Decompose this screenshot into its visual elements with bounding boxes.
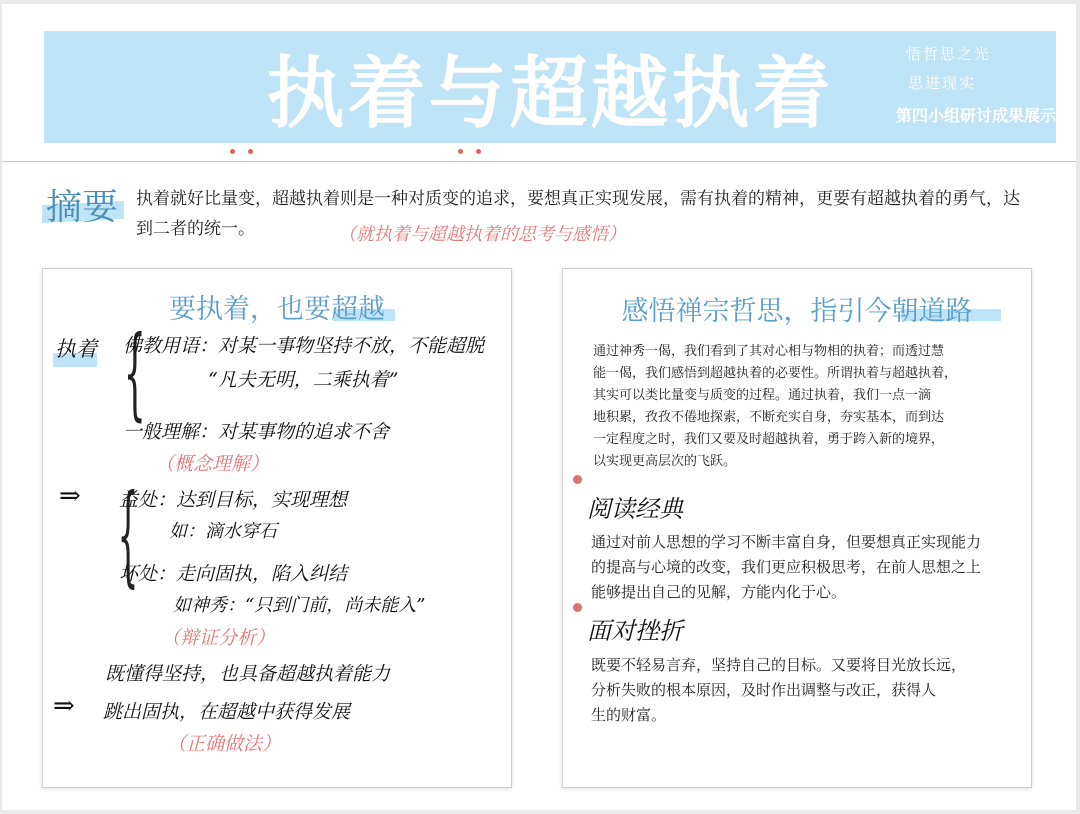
definition-general: 一般理解：对某事物的追求不舍 <box>123 421 390 443</box>
classics-line: 能够提出自己的见解，方能内化于心。 <box>591 583 847 601</box>
right-panel-title: 感悟禅宗哲思，指引今朝道路 <box>621 296 973 327</box>
setbacks-paragraph <box>591 653 966 728</box>
drawback-text: 坏处：走向固执，陷入纠结 <box>119 563 348 585</box>
banner-side-line-1: 悟哲思之光 <box>906 45 992 63</box>
left-panel-title: 要执着，也要超越 <box>169 294 385 325</box>
brace-icon: { <box>123 314 146 431</box>
header-divider <box>2 161 1076 162</box>
setbacks-line: 分析失败的根本原因，及时作出调整与改正，获得人 <box>591 681 937 699</box>
emphasis-dot <box>476 149 481 154</box>
intro-line: 以实现更高层次的飞跃。 <box>593 454 737 469</box>
classics-line: 通过对前人思想的学习不断丰富自身，但要想真正实现能力 <box>591 533 982 551</box>
intro-line: 地积累，孜孜不倦地探索，不断充实自身，夯实基本，而到达 <box>593 410 945 425</box>
right-panel <box>562 268 1032 788</box>
intro-line: 能一偈，我们感悟到超越执着的必要性。所谓执着与超越执着， <box>593 366 958 381</box>
classics-paragraph <box>591 530 981 605</box>
left-panel <box>42 268 512 788</box>
banner-side-caption <box>896 39 1056 126</box>
abstract-text: 执着就好比量变，超越执着则是一种对质变的追求，要想真正实现发展，需有执着的精神，更要有超越执着的勇气，达到二者的统一。 <box>136 189 1020 239</box>
section-tag-method: （正确做法） <box>167 733 282 755</box>
emphasis-dot <box>248 149 253 154</box>
setbacks-line: 既要不轻易言弃，坚持自己的目标。又要将目光放长远， <box>591 656 967 674</box>
bullet-dot <box>573 603 582 612</box>
conclusion-line-1: 既懂得坚持，也具备超越执着能力 <box>105 663 391 685</box>
page <box>2 4 1076 810</box>
emphasis-dots <box>44 149 1056 159</box>
benefit-example: 如：滴水穿石 <box>169 521 277 542</box>
intro-line: 一定程度之时，我们又要及时超越执着，勇于跨入新的境界， <box>593 432 945 447</box>
emphasis-dot <box>458 149 463 154</box>
classics-line: 的提高与心境的改变，我们更应积极思考，在前人思想之上 <box>591 558 982 576</box>
drawback-example: 如神秀：“只到门前，尚未能入” <box>173 595 426 616</box>
intro-paragraph <box>593 341 957 473</box>
term-label: 执着 <box>55 337 97 361</box>
abstract-tag <box>42 179 132 228</box>
arrow-icon: ⇒ <box>59 481 81 511</box>
abstract-label: 摘要 <box>46 187 119 228</box>
header-banner <box>44 31 1056 143</box>
banner-side-line-3: 第四小组研讨成果展示 <box>896 106 1057 125</box>
arrow-icon: ⇒ <box>53 691 75 721</box>
section-heading-setbacks: 面对挫折 <box>587 617 683 645</box>
section-tag-analysis: （辩证分析） <box>161 627 276 649</box>
abstract-note: （就执着与超越执着的思考与感悟） <box>338 224 626 245</box>
intro-line: 通过神秀一偈，我们看到了其对心相与物相的执着；而透过慧 <box>593 344 945 359</box>
bullet-dot <box>573 475 582 484</box>
brace-icon: { <box>117 470 139 598</box>
intro-line: 其实可以类比量变与质变的过程。通过执着，我们一点一滴 <box>593 388 932 403</box>
emphasis-dot <box>230 149 235 154</box>
section-heading-classics: 阅读经典 <box>587 495 683 523</box>
conclusion-line-2: 跳出固执，在超越中获得发展 <box>103 701 351 723</box>
page-title: 执着与超越执着 <box>266 49 834 139</box>
section-tag-concept: （概念理解） <box>155 453 270 475</box>
definition-buddhist: 佛教用语：对某一事物坚持不放，不能超脱 <box>123 335 485 357</box>
setbacks-line: 生的财富。 <box>591 706 667 724</box>
definition-quote: “凡夫无明，二乘执着” <box>208 369 399 391</box>
banner-side-line-2: 思进现实 <box>908 74 977 92</box>
benefit-text: 益处：达到目标，实现理想 <box>119 489 348 511</box>
